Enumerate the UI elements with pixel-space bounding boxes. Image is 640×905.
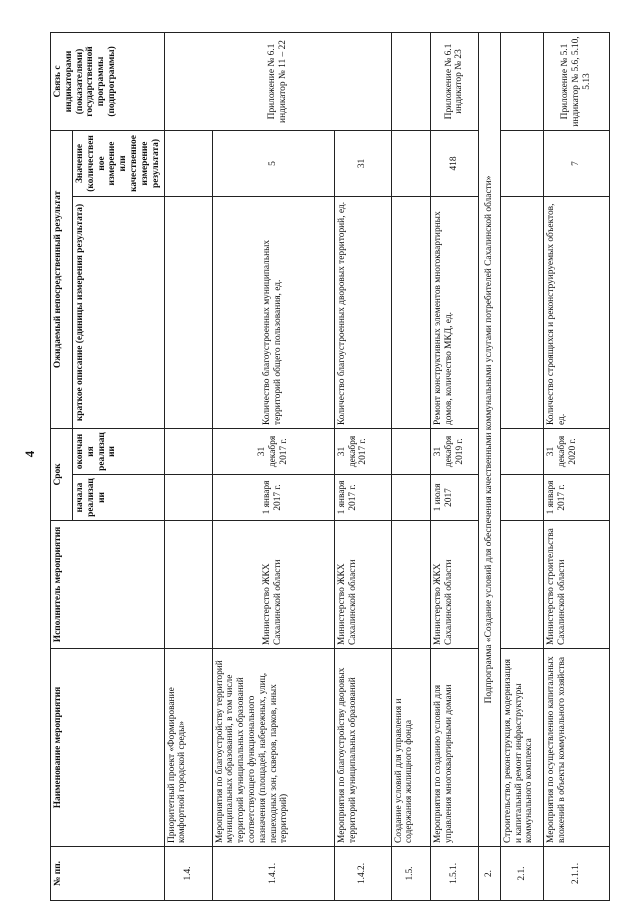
row-start: 1 июля 2017 (430, 475, 478, 521)
row-name: Строительство, реконструкция, модернизация и капитальный ремонт инфраструктуры коммунального комплекса (500, 649, 544, 847)
row-executor (500, 521, 544, 649)
header-executor: Исполнитель мероприятия (51, 521, 165, 649)
row-end (500, 428, 544, 474)
row-end: 31 декабря 2020 г. (544, 428, 610, 474)
header-result-value: Значение (количественное измерение или качественное измерение результата) (73, 130, 165, 196)
row-start: 1 января 2017 г. (212, 475, 334, 521)
program-activities-table (50, 32, 610, 901)
header-term-end: окончания реализации (73, 428, 165, 474)
row-start (391, 475, 430, 521)
row-name: Создание условий для управления и содержания жилищного фонда (391, 649, 430, 847)
section-num: 2. (478, 847, 500, 901)
header-link: Связь с индикаторами (показателями) государственной программы (подпрограммы) (51, 32, 165, 130)
row-start (164, 475, 212, 521)
row-value: 7 (544, 130, 610, 196)
header-term: Срок (51, 428, 73, 520)
row-num: 1.4.1. (212, 847, 334, 901)
section-row (478, 32, 500, 900)
row-executor: Министерство ЖКХ Сахалинской области (212, 521, 334, 649)
row-start: 1 января 2017 г. (334, 475, 391, 521)
row-desc (500, 196, 544, 428)
table-row (430, 32, 478, 900)
row-value (164, 130, 212, 196)
header-num: № пп. (51, 847, 165, 901)
row-end: 31 декабря 2017 г. (212, 428, 334, 474)
table-row (212, 32, 334, 900)
row-link: Приложение № 6.1 индикатор № 11 – 22 (164, 32, 391, 130)
row-desc (391, 196, 430, 428)
header-result-desc: краткое описание (единицы измерения результата) (73, 196, 165, 428)
row-desc (164, 196, 212, 428)
row-start: 1 января 2017 г. (544, 475, 610, 521)
row-value (391, 130, 430, 196)
row-value: 31 (334, 130, 391, 196)
row-link (391, 32, 430, 130)
row-end: 31 декабря 2019 г. (430, 428, 478, 474)
row-executor: Министерство ЖКХ Сахалинской области (334, 521, 391, 649)
row-desc: Количество строящихся и реконструируемых объектов, ед. (544, 196, 610, 428)
row-link: Приложение № 5.1 индикатор № 5.6, 5.10, 5.13 (544, 32, 610, 130)
table-row (164, 32, 212, 900)
row-link (500, 32, 544, 130)
row-end: 31 декабря 2017 г. (334, 428, 391, 474)
row-end (164, 428, 212, 474)
row-num: 2.1.1. (544, 847, 610, 901)
row-desc: Ремонт конструктивных элементов многоквартирных домов, количество МКД, ед. (430, 196, 478, 428)
section-title: Подпрограмма «Создание условий для обеспечения качественными коммунальными услугами потребителей Сахалинской области» (478, 32, 500, 846)
row-executor (391, 521, 430, 649)
program-table-container (50, 33, 610, 901)
header-result: Ожидаемый непосредственный результат (51, 130, 73, 428)
header-name: Наименование мероприятия (51, 649, 165, 847)
row-name: Мероприятия по благоустройству дворовых территорий муниципальных образований (334, 649, 391, 847)
page-number: 4 (22, 450, 37, 458)
row-link: Приложение № 6.1 индикатор № 23 (430, 32, 478, 130)
table-row (391, 32, 430, 900)
row-value: 418 (430, 130, 478, 196)
row-value (500, 130, 544, 196)
row-start (500, 475, 544, 521)
row-num: 1.4.2. (334, 847, 391, 901)
row-desc: Количество благоустроенных муниципальных территорий общего пользования, ед. (212, 196, 334, 428)
row-executor: Министерство ЖКХ Сахалинской области (430, 521, 478, 649)
row-name: Мероприятия по благоустройству территорий муниципальных образований, в том числе территорий муниципальных образований соответствующего функционального назначения (площадей, набережных, улиц, пешеходных зон, скверов, парков, иных территорий) (212, 649, 334, 847)
table-row (500, 32, 544, 900)
table-row (334, 32, 391, 900)
row-end (391, 428, 430, 474)
row-num: 2.1. (500, 847, 544, 901)
row-executor (164, 521, 212, 649)
row-value: 5 (212, 130, 334, 196)
row-desc: Количество благоустроенных дворовых территорий, ед. (334, 196, 391, 428)
row-num: 1.5.1. (430, 847, 478, 901)
row-num: 1.4. (164, 847, 212, 901)
row-name: Мероприятия по созданию условий для управления многоквартирными домами (430, 649, 478, 847)
row-name: Приоритетный проект «Формирование комфортной городской среды» (164, 649, 212, 847)
row-num: 1.5. (391, 847, 430, 901)
table-row (544, 32, 610, 900)
row-executor: Министерство строительства Сахалинской области (544, 521, 610, 649)
header-term-start: начала реализации (73, 475, 165, 521)
row-name: Мероприятия по осуществлению капитальных вложений в объекты коммунального хозяйства (544, 649, 610, 847)
